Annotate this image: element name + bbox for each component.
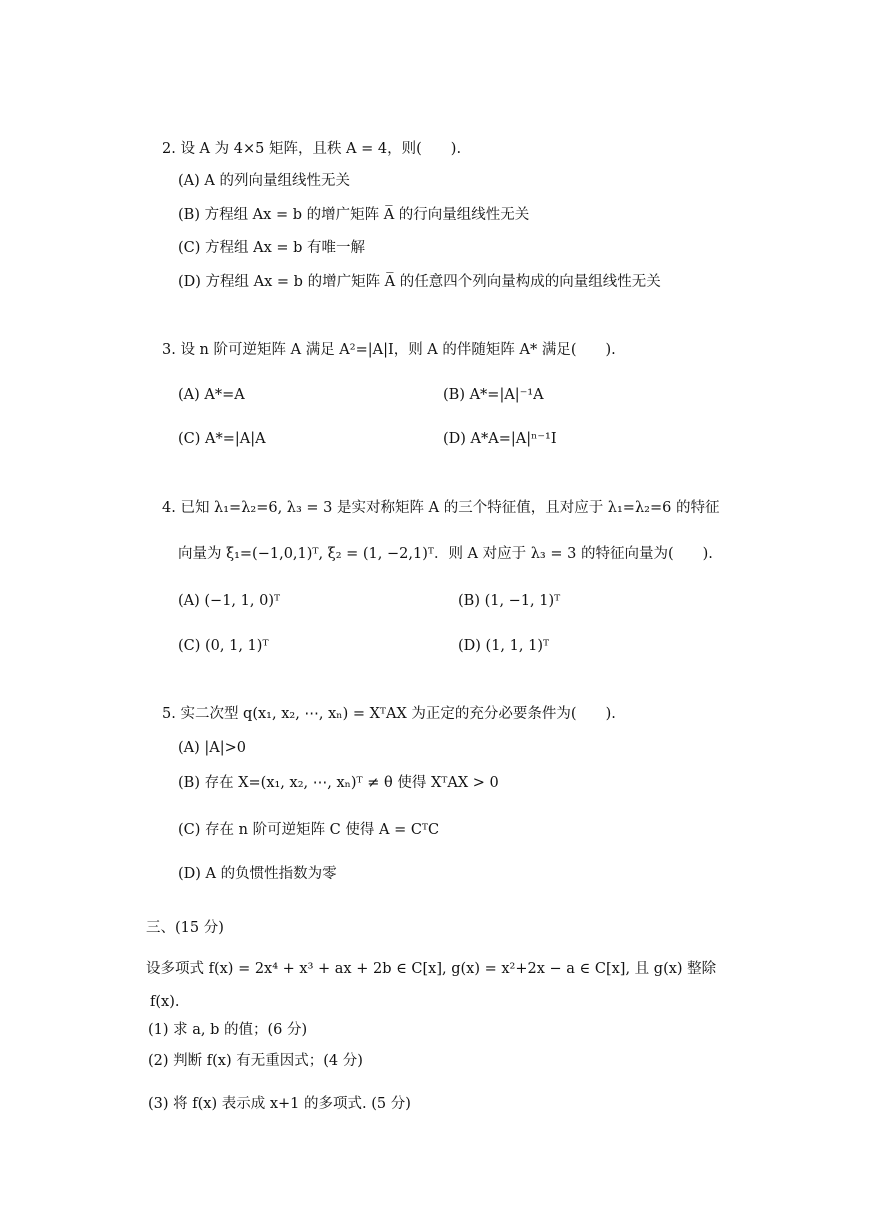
section-3-body-line-2: f(x).	[150, 994, 180, 1010]
section-3-heading: 三、(15 分)	[146, 920, 224, 936]
question-5-stem: 5. 实二次型 q(x₁, x₂, ⋯, xₙ) = XᵀAX 为正定的充分必要条件为( ).	[162, 706, 616, 722]
question-4-option-a: (A) (−1, 1, 0)ᵀ	[178, 593, 281, 609]
question-2-option-b: (B) 方程组 Ax = b 的增广矩阵 A̅ 的行向量组线性无关	[178, 207, 530, 223]
section-3-part-2: (2) 判断 f(x) 有无重因式；(4 分)	[148, 1053, 363, 1069]
question-3-stem: 3. 设 n 阶可逆矩阵 A 满足 A²=|A|I，则 A 的伴随矩阵 A* 满足( ).	[162, 342, 616, 358]
section-3-part-3: (3) 将 f(x) 表示成 x+1 的多项式. (5 分)	[148, 1096, 411, 1112]
question-2-option-d: (D) 方程组 Ax = b 的增广矩阵 A̅ 的任意四个列向量构成的向量组线性无关	[178, 274, 661, 290]
question-5-option-d: (D) A 的负惯性指数为零	[178, 866, 337, 882]
question-5-option-a: (A) |A|>0	[178, 740, 247, 756]
question-3-option-c: (C) A*=|A|A	[178, 431, 266, 447]
question-4-option-d: (D) (1, 1, 1)ᵀ	[458, 638, 550, 654]
section-3-part-1: (1) 求 a, b 的值；(6 分)	[148, 1022, 308, 1038]
question-3-option-d: (D) A*A=|A|ⁿ⁻¹I	[443, 431, 557, 447]
question-3-option-a: (A) A*=A	[178, 387, 245, 403]
question-5-option-b: (B) 存在 X=(x₁, x₂, ⋯, xₙ)ᵀ ≠ θ 使得 XᵀAX > 0	[178, 775, 499, 791]
question-4-stem: 4. 已知 λ₁=λ₂=6, λ₃ = 3 是实对称矩阵 A 的三个特征值，且对应于 λ₁=λ₂=6 的特征	[162, 500, 720, 516]
section-3-body-line-1: 设多项式 f(x) = 2x⁴ + x³ + ax + 2b ∈ C[x], g(x) = x²+2x − a ∈ C[x], 且 g(x) 整除	[146, 961, 717, 977]
question-2-stem: 2. 设 A 为 4×5 矩阵，且秩 A = 4，则( ).	[162, 141, 462, 157]
question-4-option-b: (B) (1, −1, 1)ᵀ	[458, 593, 561, 609]
question-4-stem-continued: 向量为 ξ₁=(−1,0,1)ᵀ, ξ₂ = (1, −2,1)ᵀ．则 A 对应于 λ₃ = 3 的特征向量为( ).	[178, 546, 713, 562]
question-3-option-b: (B) A*=|A|⁻¹A	[443, 387, 544, 403]
question-5-option-c: (C) 存在 n 阶可逆矩阵 C 使得 A = CᵀC	[178, 822, 440, 838]
question-2-option-a: (A) A 的列向量组线性无关	[178, 173, 350, 189]
question-2-option-c: (C) 方程组 Ax = b 有唯一解	[178, 240, 366, 256]
question-4-option-c: (C) (0, 1, 1)ᵀ	[178, 638, 269, 654]
